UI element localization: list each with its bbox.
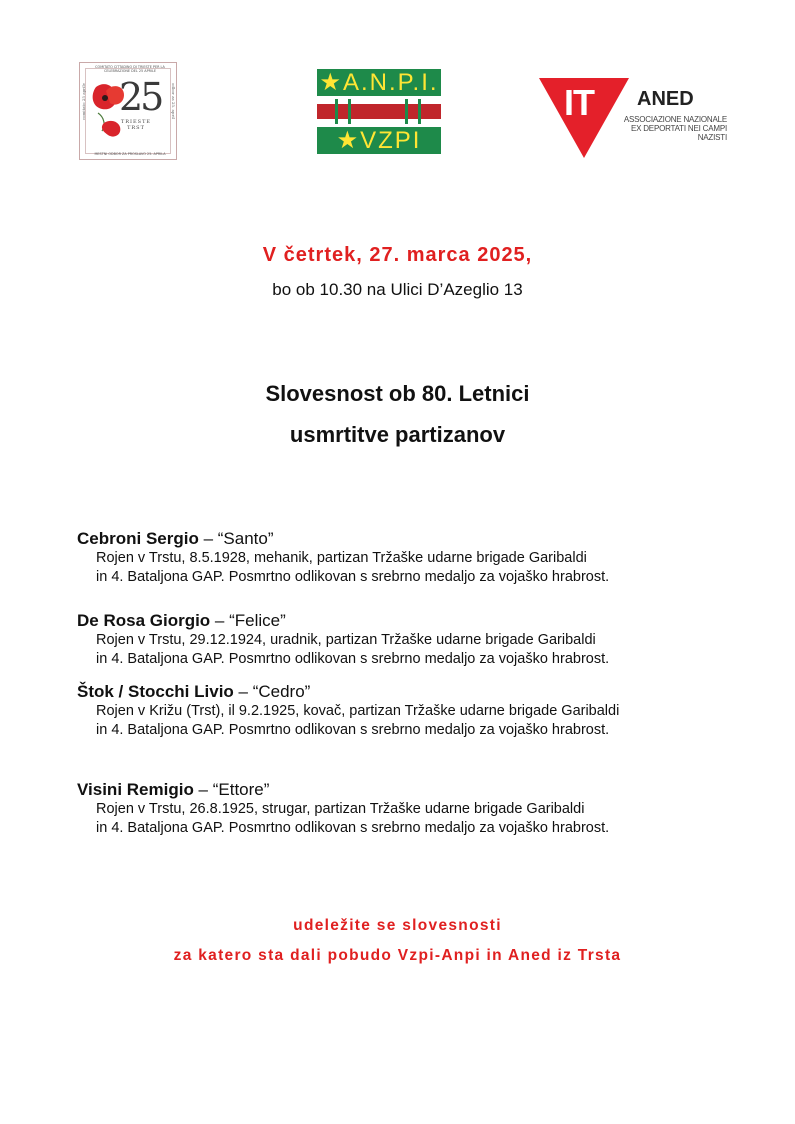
anpi-stripe — [335, 99, 338, 124]
person-desc-line: Rojen v Trstu, 8.5.1928, mehanik, partizan Tržaške udarne brigade Garibaldi — [96, 550, 587, 566]
logo-city: TRIESTE TRST — [120, 119, 152, 131]
person-alias: – “Santo” — [198, 529, 274, 548]
vzpi-label: ★VZPI — [317, 127, 441, 154]
invitation-line: za katero sta dali pobudo Vzpi-Anpi in Aned iz Trsta — [173, 947, 622, 964]
person-alias: – “Ettore” — [193, 780, 270, 799]
person-heading — [77, 611, 757, 631]
aned-logo — [539, 78, 729, 160]
aned-name: ANED — [637, 88, 694, 110]
person-desc-line: in 4. Bataljona GAP. Posmrtno odlikovan s srebrno medaljo za vojaško hrabrost. — [96, 650, 610, 667]
person-alias: – “Felice” — [210, 611, 286, 630]
event-time-place: bo ob 10.30 na Ulici D’Azeglio 13 — [272, 280, 523, 299]
person-entry — [77, 529, 757, 586]
person-heading — [77, 682, 757, 702]
logo-top-text: COMITATO CITTADINO DI TRIESTE PER LA CELEBRAZIONE DEL 25 APRILE — [95, 65, 165, 73]
person-desc-line: in 4. Bataljona GAP. Posmrtno odlikovan s srebrno medaljo za vojaško hrabrost. — [96, 568, 610, 585]
person-name: De Rosa Giorgio — [77, 611, 211, 630]
person-name: Cebroni Sergio — [77, 529, 199, 548]
person-heading — [77, 780, 757, 800]
aned-subtitle-line: ASSOCIAZIONE NAZIONALE — [623, 115, 727, 124]
anpi-flag-band — [317, 96, 441, 127]
committee-25-logo — [79, 62, 177, 160]
person-heading — [77, 529, 757, 549]
logo-number: 25 — [119, 75, 162, 119]
person-desc-line: Rojen v Trstu, 26.8.1925, strugar, partizan Tržaške udarne brigade Garibaldi — [96, 801, 585, 817]
person-entry — [77, 611, 757, 668]
anpi-label: ★A.N.P.I. — [317, 69, 441, 96]
person-desc-line: in 4. Bataljona GAP. Posmrtno odlikovan s srebrno medaljo za vojaško hrabrost. — [96, 819, 610, 836]
aned-subtitle-line: EX DEPORTATI NEI CAMPI NAZISTI — [630, 124, 727, 142]
person-alias: – “Cedro” — [233, 682, 311, 701]
person-desc-line: Rojen v Trstu, 29.12.1924, uradnik, partizan Tržaške udarne brigade Garibaldi — [96, 632, 596, 648]
person-entry — [77, 682, 757, 739]
person-desc-line: Rojen v Križu (Trst), il 9.2.1925, kovač, partizan Tržaške udarne brigade Garibaldi — [96, 703, 620, 719]
invitation-line: udeležite se slovesnosti — [293, 917, 502, 934]
anpi-vzpi-logo — [317, 69, 441, 154]
logo-side-right-text: odbor za 25. april — [171, 83, 176, 119]
aned-subtitle — [605, 115, 727, 142]
anpi-stripe — [348, 99, 351, 124]
page-title: Slovesnost ob 80. Letnici — [265, 381, 530, 406]
person-name: Štok / Stocchi Livio — [77, 682, 234, 701]
person-desc-line: in 4. Bataljona GAP. Posmrtno odlikovan s srebrno medaljo za vojaško hrabrost. — [96, 721, 610, 738]
person-name: Visini Remigio — [77, 780, 194, 799]
event-date: V četrtek, 27. marca 2025, — [262, 244, 533, 266]
anpi-stripe — [405, 99, 408, 124]
logo-bottom-text: MESTNI ODBOR ZA PROSLAVO 25. APRILA — [94, 152, 166, 156]
person-entry — [77, 780, 757, 837]
anpi-stripe — [418, 99, 421, 124]
logo-side-left-text: comitato 25 aprile — [81, 83, 86, 121]
page-subtitle: usmrtitve partizanov — [289, 422, 506, 447]
aned-mark: IT — [564, 82, 594, 123]
